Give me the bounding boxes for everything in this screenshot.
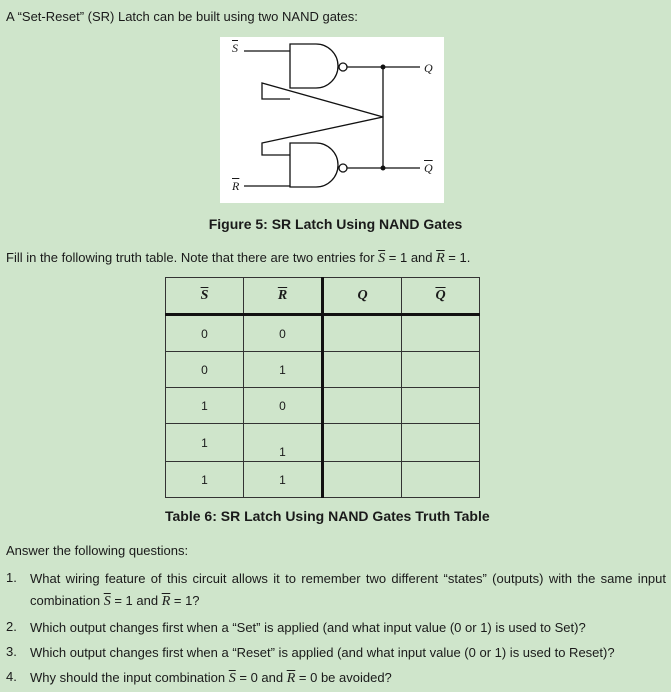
cell-r: 0 — [244, 315, 323, 352]
fill-eq2: = 1. — [444, 250, 471, 265]
table-row — [166, 315, 480, 352]
cell-s: 1 — [166, 424, 244, 462]
question-text: Which output changes first when a “Reset” is applied (and what input value (0 or 1) is used to Reset)? — [30, 645, 615, 660]
fill-r-var: $\overline{R}$ — [436, 251, 445, 266]
fill-s-var: $\overline{S}$ — [378, 251, 386, 266]
wire-q-feedback — [262, 67, 383, 155]
cell-q-bar[interactable] — [402, 352, 480, 388]
cell-s: 1 — [166, 388, 244, 424]
question-number: 4. — [6, 669, 17, 684]
cell-q-bar[interactable] — [402, 424, 480, 462]
question-number: 2. — [6, 619, 17, 634]
question-text: Which output changes first when a “Set” is applied (and what input value (0 or 1) is used to Set)? — [30, 620, 586, 635]
label-r-bar: $\overline{R}$ — [232, 179, 240, 193]
label-q: Q — [424, 61, 433, 75]
cell-r: 1 — [244, 352, 323, 388]
nand-gate-top — [290, 44, 338, 88]
label-q-bar: $\overline{Q}$ — [424, 161, 433, 175]
header-r-bar: $\overline{R}$ — [244, 278, 323, 315]
sr-latch-diagram — [220, 37, 444, 203]
cell-r: 1 — [244, 462, 323, 498]
table-row — [166, 352, 480, 388]
cell-q[interactable] — [323, 315, 402, 352]
question-number: 1. — [6, 570, 17, 585]
cell-r: 1 — [244, 424, 323, 462]
cell-q-bar[interactable] — [402, 315, 480, 352]
header-q: Q — [323, 278, 402, 315]
fill-prefix: Fill in the following truth table. Note that there are two entries for — [6, 250, 375, 265]
header-s-bar: $\overline{S}$ — [166, 278, 244, 315]
cell-q[interactable] — [323, 462, 402, 498]
cell-q-bar[interactable] — [402, 462, 480, 498]
intro-text: A “Set-Reset” (SR) Latch can be built using two NAND gates: — [6, 9, 358, 24]
question-text: Why should the input combination $\overline{S} = 0$ and $\overline{R} = 0$ be avoided? — [30, 670, 392, 686]
fill-instruction — [6, 250, 470, 267]
table-row — [166, 462, 480, 498]
fill-eq1: = 1 and — [385, 250, 437, 265]
cell-s: 0 — [166, 352, 244, 388]
cell-q[interactable] — [323, 424, 402, 462]
question-number: 3. — [6, 644, 17, 659]
answer-heading: Answer the following questions: — [6, 543, 189, 558]
junction-qbar — [381, 166, 386, 171]
truth-table — [165, 277, 480, 498]
header-q-bar: $\overline{Q}$ — [402, 278, 480, 315]
cell-s: 1 — [166, 462, 244, 498]
nand-bubble-bottom — [339, 164, 347, 172]
cell-s: 0 — [166, 315, 244, 352]
question-text: What wiring feature of this circuit allows it to remember two different “states” (outputs) with the same input combination $\overline{S} = 1$ and $\overline{R} = 1$? — [30, 571, 666, 609]
table-row — [166, 388, 480, 424]
nand-gate-bottom — [290, 143, 338, 187]
cell-r: 0 — [244, 388, 323, 424]
label-s-bar: $\overline{S}$ — [232, 41, 238, 55]
junction-q — [381, 65, 386, 70]
cell-q[interactable] — [323, 352, 402, 388]
table-caption: Table 6: SR Latch Using NAND Gates Truth Table — [165, 508, 490, 524]
table-row — [166, 424, 480, 462]
figure-caption: Figure 5: SR Latch Using NAND Gates — [208, 216, 463, 232]
nand-bubble-top — [339, 63, 347, 71]
cell-q[interactable] — [323, 388, 402, 424]
cell-q-bar[interactable] — [402, 388, 480, 424]
truth-table-header — [166, 278, 480, 315]
sr-latch-figure — [220, 37, 444, 203]
